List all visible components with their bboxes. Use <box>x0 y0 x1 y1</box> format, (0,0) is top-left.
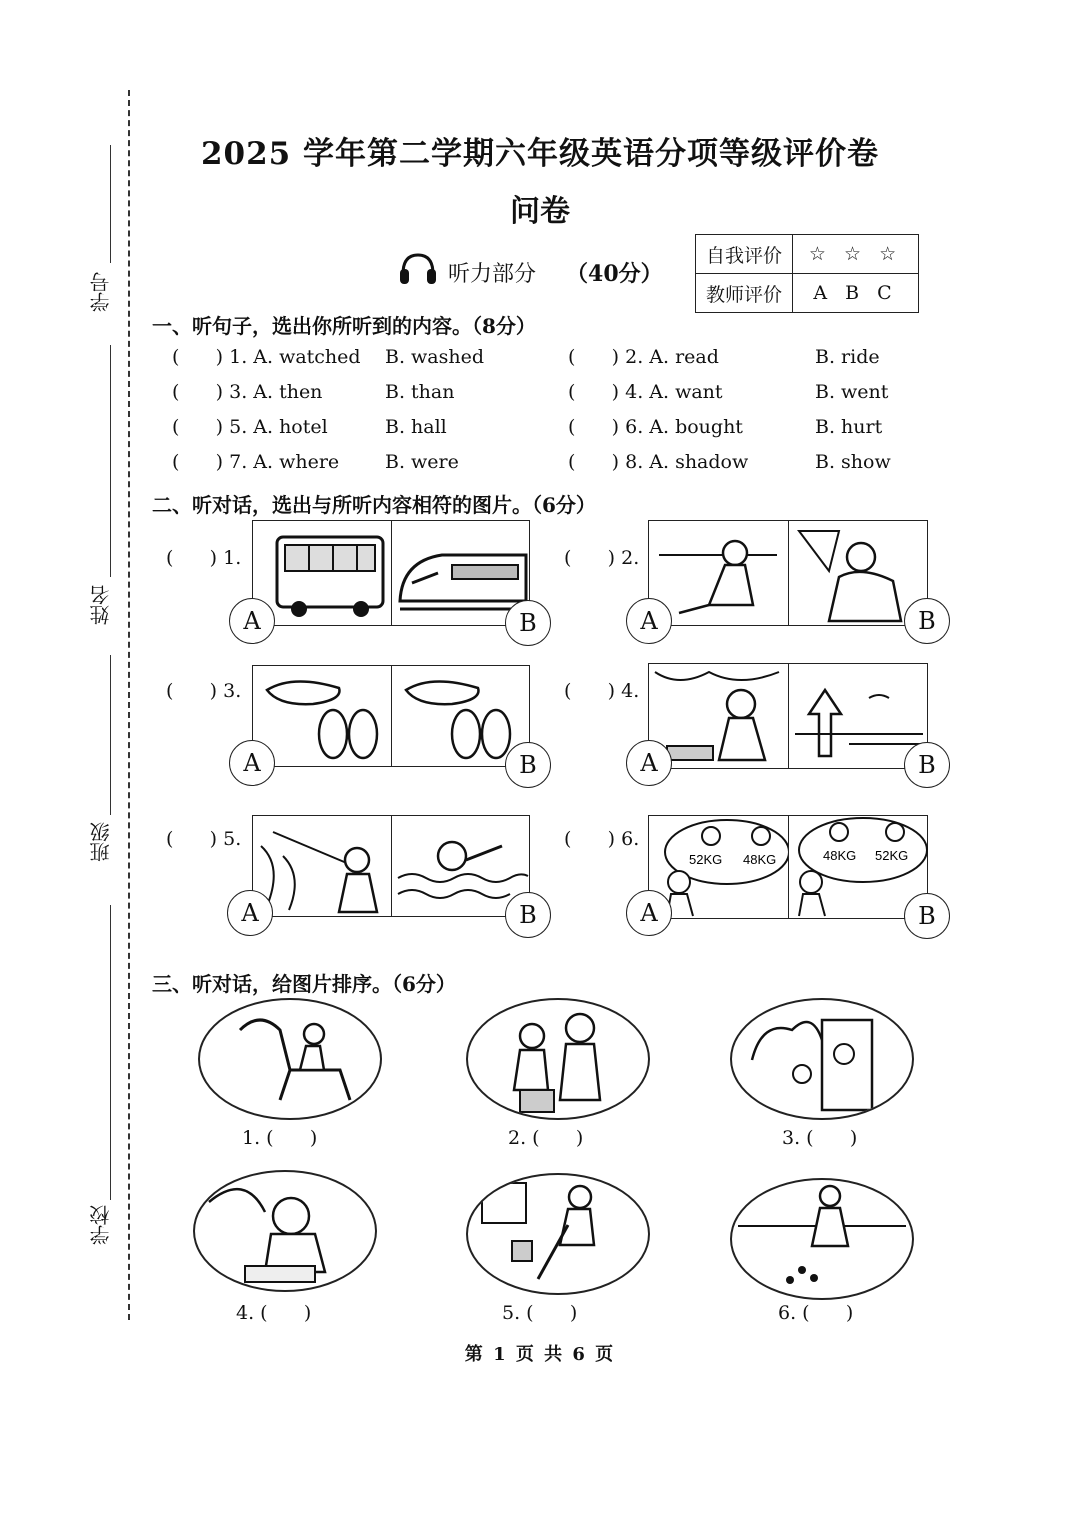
p2-q4-option-a: A <box>626 740 672 786</box>
q7-option-b: B. were <box>385 451 459 473</box>
q7-option-a: ( ) 7. A. where <box>172 451 340 473</box>
oval-horse-riding <box>198 998 382 1120</box>
q5-option-b: B. hall <box>385 416 447 438</box>
class-line <box>110 655 111 815</box>
fishing-picture <box>253 816 391 916</box>
listening-points: （40分） <box>566 260 663 287</box>
listening-label: 听力部分 <box>448 261 537 287</box>
p2-q2-label: ( ) 2. <box>564 547 640 569</box>
p2-q2-pictures <box>648 520 928 626</box>
p2-q5-pictures <box>252 815 530 917</box>
p2-q4-option-b: B <box>904 742 950 788</box>
listening-header <box>398 252 663 292</box>
q8-option-a: ( ) 8. A. shadow <box>568 451 749 473</box>
p2-q2-option-b: B <box>904 598 950 644</box>
part2-heading: 二、听对话，选出与所听内容相符的图片。（6分） <box>152 493 596 517</box>
q2-option-a: ( ) 2. A. read <box>568 346 719 368</box>
q5-option-a: ( ) 5. A. hotel <box>172 416 328 438</box>
p2-q5-option-a: A <box>227 890 273 936</box>
p2-q6-pictures <box>648 815 928 919</box>
self-eval-label: 自我评价 <box>696 235 793 274</box>
p2-q3-option-a: A <box>229 740 275 786</box>
q2-option-b: B. ride <box>815 346 880 368</box>
teacher-eval-label: 教师评价 <box>696 274 793 313</box>
q6-option-a: ( ) 6. A. bought <box>568 416 743 438</box>
part3-heading: 三、听对话，给图片排序。（6分） <box>152 972 456 996</box>
teacher-eval-grades: A B C <box>793 274 919 313</box>
binding-dashed-line <box>128 90 130 1320</box>
oval-cooking <box>466 998 650 1120</box>
headphones-icon <box>398 252 438 292</box>
order-4: 4. ( ) <box>236 1302 312 1324</box>
order-3: 3. ( ) <box>782 1127 858 1149</box>
q3-option-a: ( ) 3. A. then <box>172 381 323 403</box>
name-label: 姓名 <box>89 585 113 625</box>
evaluation-table <box>695 234 919 313</box>
q1-option-a: ( ) 1. A. watched <box>172 346 361 368</box>
p2-q4-label: ( ) 4. <box>564 680 640 702</box>
order-5: 5. ( ) <box>502 1302 578 1324</box>
p2-q1-label: ( ) 1. <box>166 547 242 569</box>
school-line <box>110 905 111 1200</box>
q4-option-a: ( ) 4. A. want <box>568 381 723 403</box>
oval-writing <box>193 1170 377 1292</box>
weight-a1: 52KG <box>689 852 723 867</box>
page-subtitle: 问卷 <box>510 194 570 229</box>
p2-q1-option-b: B <box>505 600 551 646</box>
q4-option-b: B. went <box>815 381 889 403</box>
p2-q5-label: ( ) 5. <box>166 828 242 850</box>
oval-visiting <box>730 998 914 1120</box>
p2-q4-pictures <box>648 663 928 769</box>
p2-q3-option-b: B <box>505 742 551 788</box>
order-2: 2. ( ) <box>508 1127 584 1149</box>
class-label: 班级 <box>89 822 113 862</box>
q8-option-b: B. show <box>815 451 891 473</box>
p2-q6-label: ( ) 6. <box>564 828 640 850</box>
weight-b1: 48KG <box>823 848 857 863</box>
bus-picture <box>253 521 391 625</box>
p2-q5-option-b: B <box>505 892 551 938</box>
p2-q1-option-a: A <box>229 598 275 644</box>
p2-q3-label: ( ) 3. <box>166 680 242 702</box>
p2-q3-pictures <box>252 665 530 767</box>
order-1: 1. ( ) <box>242 1127 318 1149</box>
q3-option-b: B. than <box>385 381 455 403</box>
girl-sitting-picture <box>649 521 788 625</box>
part1-heading: 一、听句子，选出你所听到的内容。（8分） <box>152 314 536 338</box>
q1-option-b: B. washed <box>385 346 485 368</box>
p2-q6-option-a: A <box>626 890 672 936</box>
self-eval-stars: ☆ ☆ ☆ <box>793 235 919 274</box>
oval-sweeping <box>466 1173 650 1295</box>
weight-b2: 52KG <box>875 848 909 863</box>
student-id-label: 学号 <box>89 272 113 312</box>
shoes-a-picture <box>253 666 391 766</box>
page-title: 2025 学年第二学期六年级英语分项等级评价卷 <box>200 136 880 172</box>
page-footer: 第 1 页 共 6 页 <box>464 1344 616 1365</box>
name-line <box>110 345 111 577</box>
p2-q6-option-b: B <box>904 893 950 939</box>
oval-planting <box>730 1178 914 1300</box>
school-label: 学校 <box>89 1205 113 1245</box>
p2-q2-option-a: A <box>626 598 672 644</box>
p2-q1-pictures <box>252 520 530 626</box>
order-6: 6. ( ) <box>778 1302 854 1324</box>
q6-option-b: B. hurt <box>815 416 883 438</box>
weight-a2: 48KG <box>743 852 777 867</box>
